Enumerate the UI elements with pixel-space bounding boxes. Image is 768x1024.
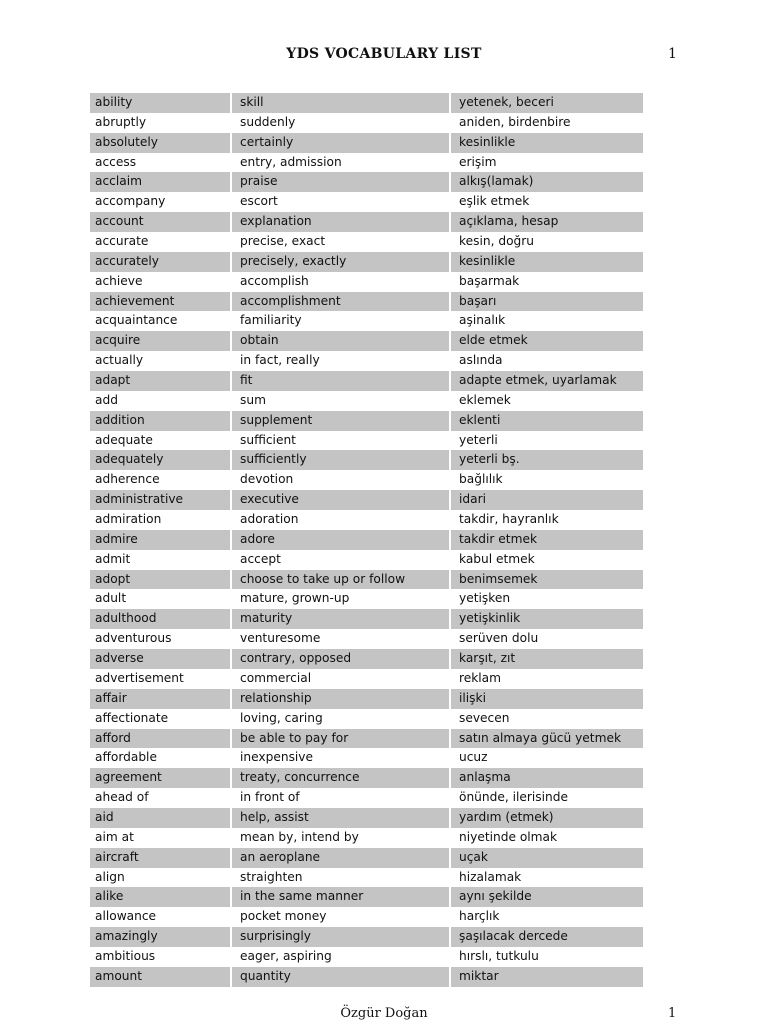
table-row: [90, 192, 643, 212]
synonym-cell: choose to take up or follow: [240, 571, 406, 586]
table-row: [90, 689, 643, 709]
column-divider: [230, 689, 232, 709]
word-cell: addition: [95, 412, 145, 427]
word-cell: achieve: [95, 273, 143, 288]
table-row: [90, 808, 643, 828]
synonym-cell: accomplish: [240, 273, 309, 288]
turkish-cell: benimsemek: [459, 571, 538, 586]
turkish-cell: kesinlikle: [459, 253, 516, 268]
turkish-cell: yeterli bş.: [459, 452, 520, 467]
word-cell: acquire: [95, 333, 141, 348]
word-cell: adequately: [95, 452, 164, 467]
word-cell: abruptly: [95, 114, 147, 129]
synonym-cell: pocket money: [240, 909, 327, 924]
turkish-cell: hırslı, tutkulu: [459, 948, 539, 963]
turkish-cell: harçlık: [459, 909, 500, 924]
column-divider: [449, 172, 451, 192]
synonym-cell: precise, exact: [240, 234, 326, 249]
turkish-cell: alkış(lamak): [459, 174, 534, 189]
column-divider: [230, 570, 232, 590]
turkish-cell: aşinalık: [459, 313, 506, 328]
word-cell: adapt: [95, 373, 131, 388]
turkish-cell: anlaşma: [459, 770, 511, 785]
column-divider: [449, 490, 451, 510]
column-divider: [449, 609, 451, 629]
word-cell: admire: [95, 531, 138, 546]
column-divider: [230, 927, 232, 947]
synonym-cell: sufficiently: [240, 452, 307, 467]
column-divider: [449, 649, 451, 669]
turkish-cell: takdir, hayranlık: [459, 512, 559, 527]
table-row: [90, 292, 643, 312]
table-row: [90, 828, 643, 848]
column-divider: [449, 808, 451, 828]
column-divider: [449, 331, 451, 351]
word-cell: admiration: [95, 512, 162, 527]
word-cell: administrative: [95, 492, 184, 507]
column-divider: [230, 133, 232, 153]
column-divider: [449, 768, 451, 788]
table-row: [90, 709, 643, 729]
column-divider: [449, 887, 451, 907]
column-divider: [230, 292, 232, 312]
synonym-cell: eager, aspiring: [240, 948, 332, 963]
table-row: [90, 153, 643, 173]
table-row: [90, 391, 643, 411]
word-cell: acquaintance: [95, 313, 178, 328]
column-divider: [449, 252, 451, 272]
table-row: [90, 351, 643, 371]
word-cell: adherence: [95, 472, 160, 487]
table-row: [90, 788, 643, 808]
synonym-cell: quantity: [240, 968, 291, 983]
turkish-cell: adapte etmek, uyarlamak: [459, 373, 617, 388]
word-cell: affair: [95, 690, 127, 705]
synonym-cell: in the same manner: [240, 889, 364, 904]
turkish-cell: eklenti: [459, 412, 501, 427]
column-divider: [449, 133, 451, 153]
synonym-cell: help, assist: [240, 809, 309, 824]
word-cell: affectionate: [95, 710, 169, 725]
turkish-cell: takdir etmek: [459, 531, 538, 546]
column-divider: [230, 967, 232, 987]
column-divider: [230, 252, 232, 272]
table-row: [90, 371, 643, 391]
word-cell: alike: [95, 889, 124, 904]
turkish-cell: yeterli: [459, 432, 498, 447]
table-row: [90, 927, 643, 947]
turkish-cell: aniden, birdenbire: [459, 114, 571, 129]
column-divider: [230, 411, 232, 431]
turkish-cell: yetenek, beceri: [459, 95, 554, 109]
table-row: [90, 550, 643, 570]
turkish-cell: satın almaya gücü yetmek: [459, 730, 622, 745]
word-cell: aircraft: [95, 849, 139, 864]
column-divider: [230, 212, 232, 232]
synonym-cell: contrary, opposed: [240, 651, 352, 666]
table-row: [90, 212, 643, 232]
table-row: [90, 133, 643, 153]
column-divider: [449, 212, 451, 232]
turkish-cell: yetişken: [459, 591, 511, 606]
column-divider: [449, 927, 451, 947]
turkish-cell: aslında: [459, 353, 503, 368]
table-row: [90, 669, 643, 689]
turkish-cell: idari: [459, 492, 486, 507]
table-row: [90, 232, 643, 252]
synonym-cell: inexpensive: [240, 750, 314, 765]
word-cell: allowance: [95, 909, 157, 924]
word-cell: acclaim: [95, 174, 142, 189]
synonym-cell: familiarity: [240, 313, 302, 328]
column-divider: [230, 331, 232, 351]
synonym-cell: accomplishment: [240, 293, 341, 308]
table-row: [90, 629, 643, 649]
word-cell: absolutely: [95, 134, 158, 149]
column-divider: [230, 848, 232, 868]
table-row: [90, 311, 643, 331]
word-cell: adequate: [95, 432, 153, 447]
column-divider: [230, 609, 232, 629]
column-divider: [449, 967, 451, 987]
synonym-cell: treaty, concurrence: [240, 770, 360, 785]
turkish-cell: kesin, doğru: [459, 234, 534, 249]
word-cell: admit: [95, 551, 131, 566]
turkish-cell: ucuz: [459, 750, 488, 765]
synonym-cell: be able to pay for: [240, 730, 349, 745]
synonym-cell: escort: [240, 194, 278, 209]
synonym-cell: adore: [240, 531, 275, 546]
turkish-cell: kesinlikle: [459, 134, 516, 149]
word-cell: adverse: [95, 651, 144, 666]
synonym-cell: maturity: [240, 611, 293, 626]
table-row: [90, 868, 643, 888]
header-page-number: 1: [668, 46, 677, 62]
word-cell: aim at: [95, 829, 134, 844]
turkish-cell: eklemek: [459, 392, 511, 407]
turkish-cell: erişim: [459, 154, 497, 169]
page-title: YDS VOCABULARY LIST: [286, 46, 482, 62]
word-cell: accompany: [95, 194, 166, 209]
table-row: [90, 768, 643, 788]
synonym-cell: mean by, intend by: [240, 829, 359, 844]
synonym-cell: entry, admission: [240, 154, 342, 169]
synonym-cell: sufficient: [240, 432, 296, 447]
turkish-cell: serüven dolu: [459, 631, 539, 646]
footer-page-number: 1: [668, 1006, 677, 1021]
synonym-cell: suddenly: [240, 114, 296, 129]
column-divider: [449, 530, 451, 550]
table-row: [90, 649, 643, 669]
table-row: [90, 331, 643, 351]
turkish-cell: açıklama, hesap: [459, 214, 559, 229]
word-cell: add: [95, 392, 118, 407]
table-row: [90, 450, 643, 470]
column-divider: [449, 570, 451, 590]
table-row: [90, 510, 643, 530]
column-divider: [449, 689, 451, 709]
turkish-cell: karşıt, zıt: [459, 651, 516, 666]
column-divider: [230, 530, 232, 550]
synonym-cell: supplement: [240, 412, 313, 427]
synonym-cell: commercial: [240, 670, 312, 685]
synonym-cell: straighten: [240, 869, 303, 884]
table-row: [90, 748, 643, 768]
synonym-cell: sum: [240, 392, 266, 407]
word-cell: amount: [95, 968, 143, 983]
word-cell: aid: [95, 809, 114, 824]
word-cell: align: [95, 869, 125, 884]
column-divider: [230, 450, 232, 470]
word-cell: ambitious: [95, 948, 156, 963]
word-cell: adult: [95, 591, 127, 606]
turkish-cell: kabul etmek: [459, 551, 535, 566]
synonym-cell: relationship: [240, 690, 312, 705]
column-divider: [449, 450, 451, 470]
table-row: [90, 907, 643, 927]
column-divider: [230, 490, 232, 510]
synonym-cell: skill: [240, 95, 264, 109]
synonym-cell: praise: [240, 174, 278, 189]
column-divider: [230, 808, 232, 828]
word-cell: accurately: [95, 253, 159, 268]
column-divider: [230, 887, 232, 907]
table-row: [90, 411, 643, 431]
table-row: [90, 729, 643, 749]
synonym-cell: executive: [240, 492, 299, 507]
word-cell: ability: [95, 95, 133, 109]
column-divider: [449, 411, 451, 431]
turkish-cell: yardım (etmek): [459, 809, 554, 824]
word-cell: agreement: [95, 770, 162, 785]
turkish-cell: elde etmek: [459, 333, 528, 348]
synonym-cell: explanation: [240, 214, 312, 229]
table-row: [90, 887, 643, 907]
synonym-cell: certainly: [240, 134, 294, 149]
word-cell: advertisement: [95, 670, 184, 685]
word-cell: achievement: [95, 293, 175, 308]
synonym-cell: loving, caring: [240, 710, 323, 725]
table-row: [90, 172, 643, 192]
word-cell: afford: [95, 730, 131, 745]
column-divider: [230, 729, 232, 749]
table-row: [90, 113, 643, 133]
table-row: [90, 252, 643, 272]
synonym-cell: in front of: [240, 790, 300, 805]
turkish-cell: aynı şekilde: [459, 889, 532, 904]
turkish-cell: reklam: [459, 670, 502, 685]
synonym-cell: accept: [240, 551, 281, 566]
column-divider: [449, 93, 451, 113]
table-row: [90, 967, 643, 987]
column-divider: [449, 729, 451, 749]
table-row: [90, 609, 643, 629]
footer-author: Özgür Doğan: [340, 1006, 428, 1021]
turkish-cell: sevecen: [459, 710, 510, 725]
word-cell: account: [95, 214, 144, 229]
word-cell: adulthood: [95, 611, 157, 626]
table-row: [90, 93, 643, 113]
table-row: [90, 431, 643, 451]
word-cell: access: [95, 154, 137, 169]
synonym-cell: an aeroplane: [240, 849, 321, 864]
table-row: [90, 470, 643, 490]
synonym-cell: devotion: [240, 472, 294, 487]
turkish-cell: yetişkinlik: [459, 611, 521, 626]
table-row: [90, 848, 643, 868]
turkish-cell: miktar: [459, 968, 499, 983]
turkish-cell: eşlik etmek: [459, 194, 530, 209]
column-divider: [449, 848, 451, 868]
turkish-cell: ilişki: [459, 690, 486, 705]
table-row: [90, 947, 643, 967]
word-cell: amazingly: [95, 929, 158, 944]
synonym-cell: surprisingly: [240, 929, 312, 944]
synonym-cell: obtain: [240, 333, 279, 348]
table-row: [90, 530, 643, 550]
word-cell: actually: [95, 353, 144, 368]
turkish-cell: uçak: [459, 849, 488, 864]
turkish-cell: şaşılacak dercede: [459, 929, 568, 944]
synonym-cell: venturesome: [240, 631, 321, 646]
synonym-cell: precisely, exactly: [240, 253, 347, 268]
turkish-cell: başarı: [459, 293, 497, 308]
table-row: [90, 570, 643, 590]
column-divider: [230, 768, 232, 788]
turkish-cell: niyetinde olmak: [459, 829, 558, 844]
column-divider: [230, 93, 232, 113]
synonym-cell: in fact, really: [240, 353, 320, 368]
word-cell: ahead of: [95, 790, 149, 805]
column-divider: [230, 371, 232, 391]
word-cell: accurate: [95, 234, 149, 249]
table-row: [90, 589, 643, 609]
turkish-cell: hizalamak: [459, 869, 522, 884]
synonym-cell: mature, grown-up: [240, 591, 350, 606]
word-cell: adventurous: [95, 631, 172, 646]
table-row: [90, 272, 643, 292]
turkish-cell: başarmak: [459, 273, 520, 288]
turkish-cell: önünde, ilerisinde: [459, 790, 568, 805]
synonym-cell: adoration: [240, 512, 299, 527]
word-cell: affordable: [95, 750, 157, 765]
column-divider: [230, 172, 232, 192]
column-divider: [449, 371, 451, 391]
vocabulary-table: [90, 93, 643, 987]
column-divider: [449, 292, 451, 312]
table-row: [90, 490, 643, 510]
turkish-cell: bağlılık: [459, 472, 503, 487]
word-cell: adopt: [95, 571, 131, 586]
column-divider: [230, 649, 232, 669]
synonym-cell: fit: [240, 373, 253, 388]
